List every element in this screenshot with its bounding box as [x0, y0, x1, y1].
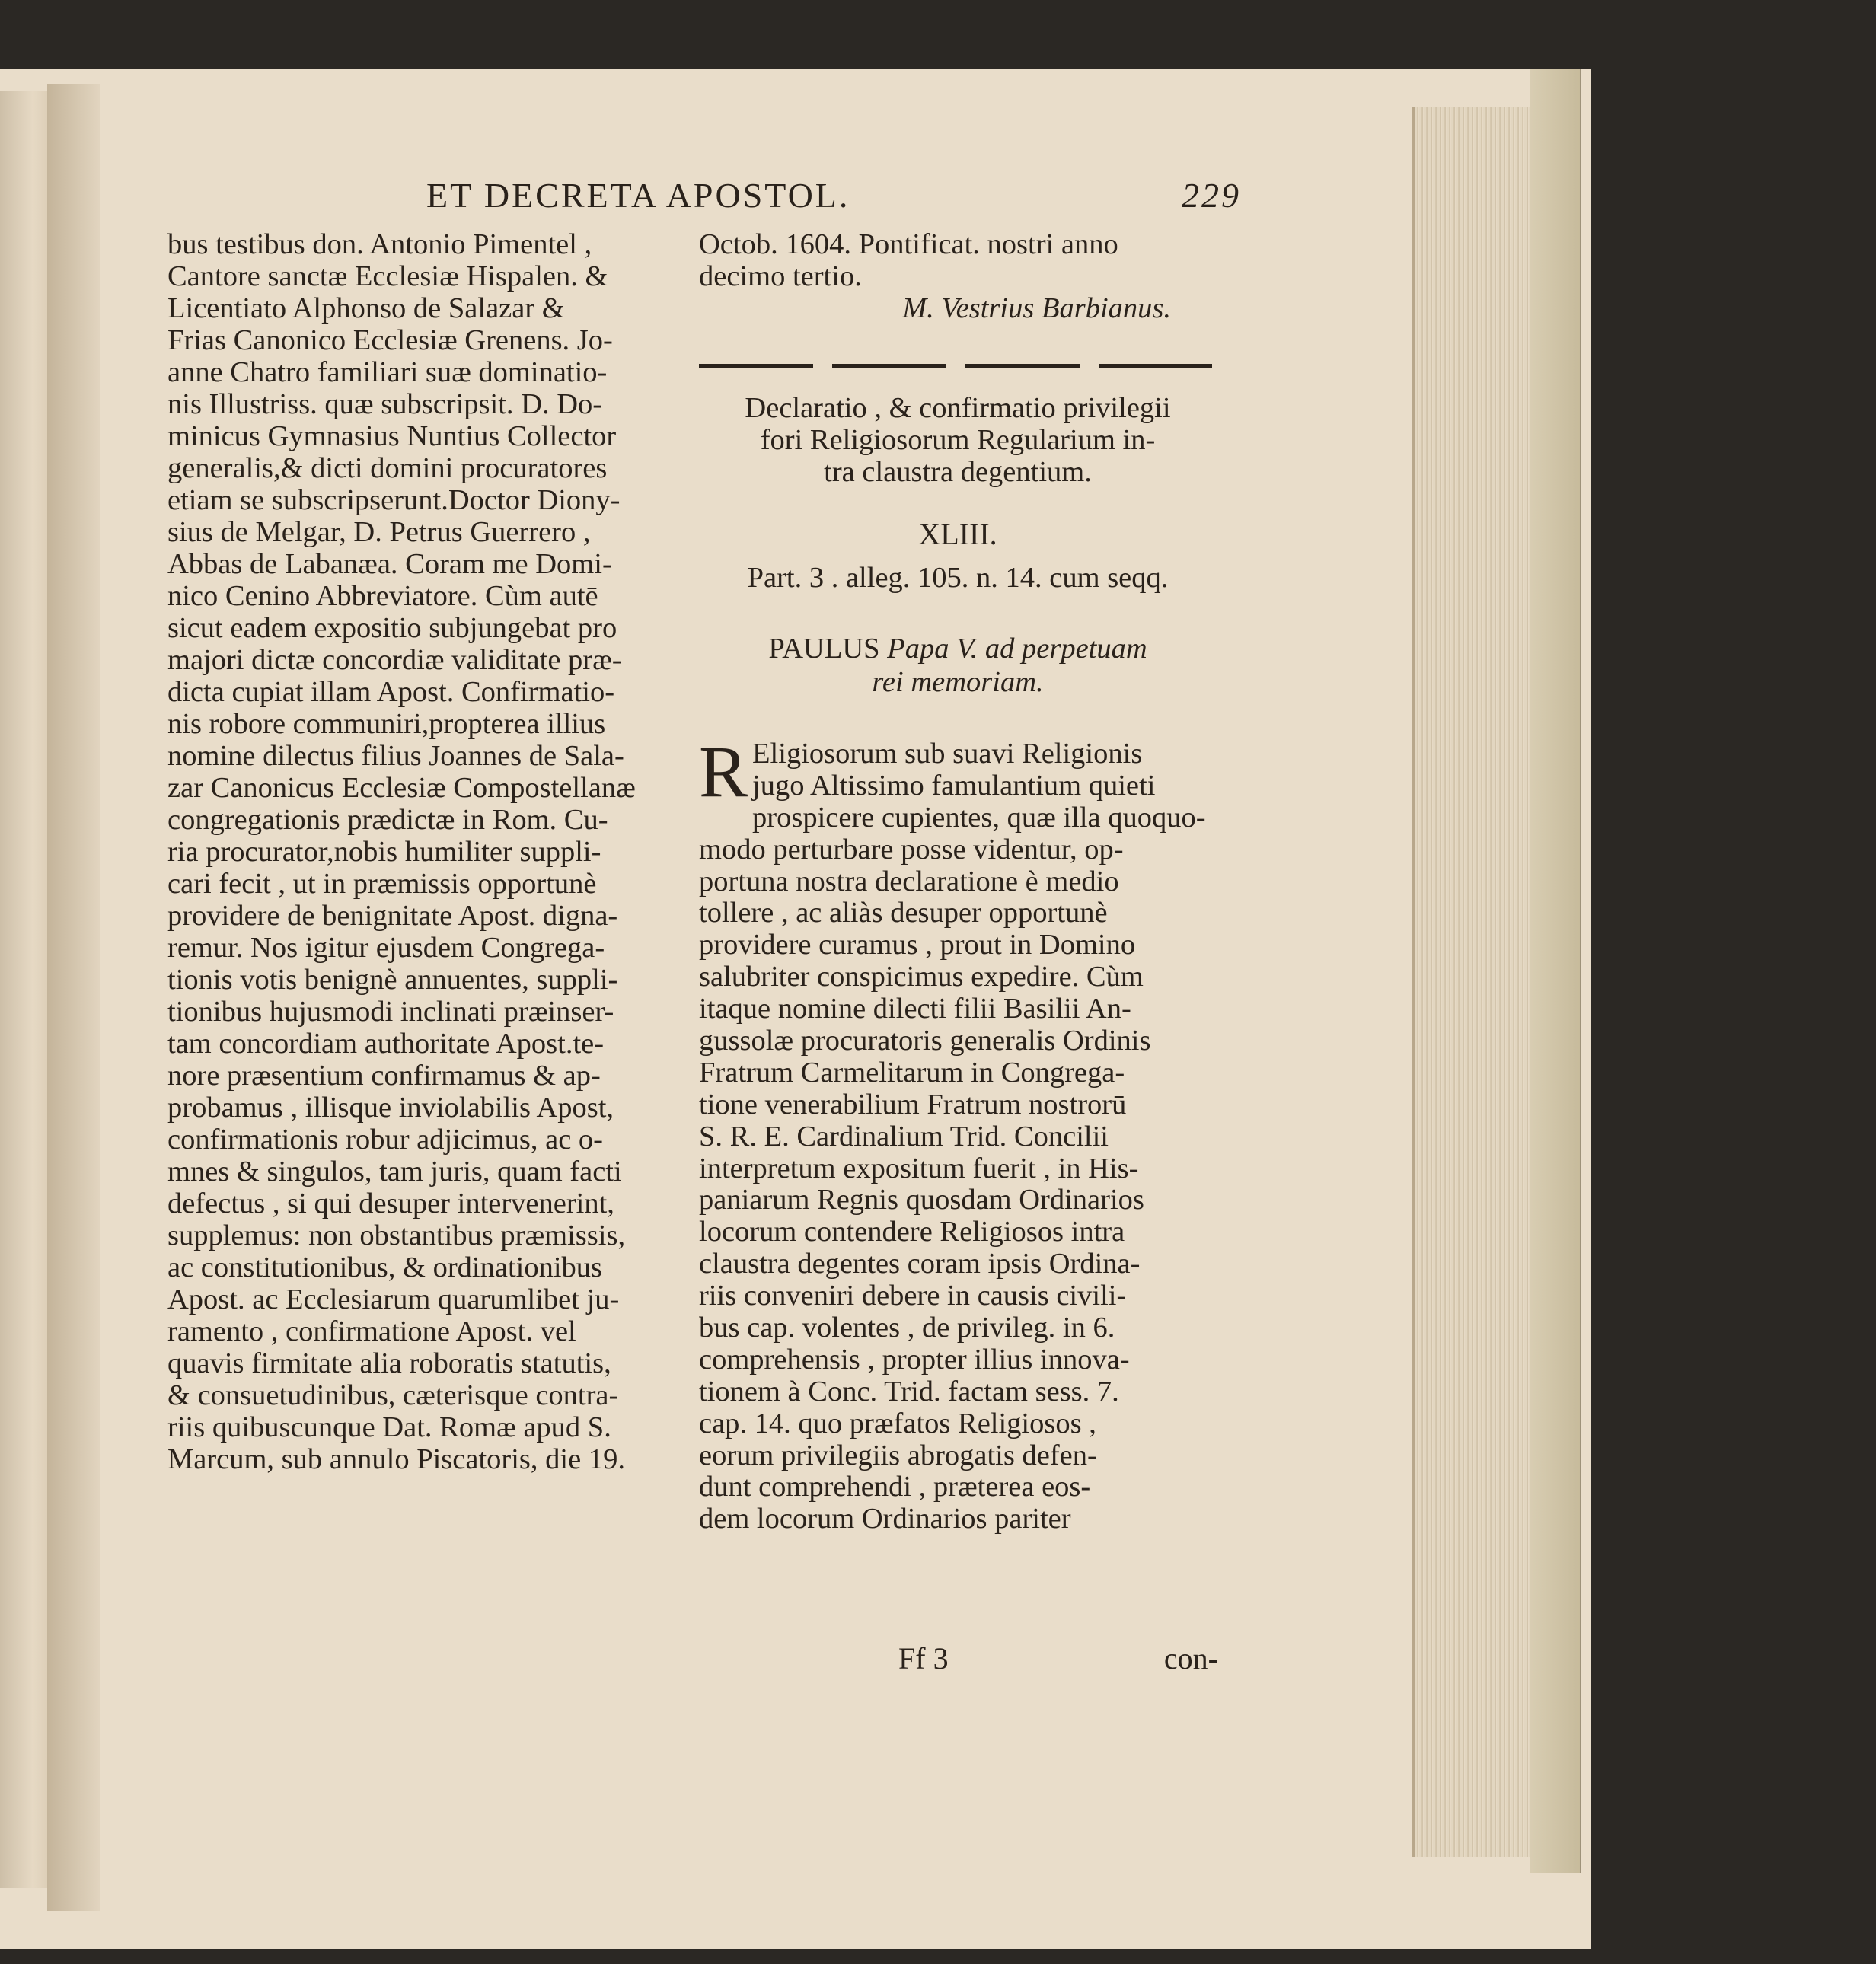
text-line: decimo tertio. [699, 260, 862, 292]
text-line: quavis firmitate alia roboratis statutis, [168, 1347, 611, 1379]
addressee-italic-2: rei memoriam. [872, 666, 1044, 698]
addressee-italic-1: Papa V. ad perpetuam [887, 633, 1147, 665]
running-header [426, 175, 1241, 221]
body-line: tionem à Conc. Trid. factam sess. 7. [699, 1375, 1119, 1408]
body-line: gussolæ procuratoris generalis Ordinis [699, 1025, 1151, 1057]
body-line: Fratrum Carmelitarum in Congrega- [699, 1056, 1125, 1089]
text-line: tionibus hujusmodi inclinati præinser- [168, 996, 614, 1028]
body-line: tione venerabilium Fratrum nostrorū [699, 1088, 1127, 1121]
body-line: interpretum expositum fuerit , in His- [699, 1152, 1139, 1184]
text-line: Octob. 1604. Pontificat. nostri anno [699, 228, 1118, 260]
text-line: Licentiato Alphonso de Salazar & [168, 292, 565, 324]
text-line: mnes & singulos, tam juris, quam facti [168, 1156, 622, 1188]
text-line: ramento , confirmatione Apost. vel [168, 1315, 576, 1347]
text-line: sicut eadem expositio subjungebat pro [168, 612, 617, 644]
document-number: XLIII. [918, 517, 997, 551]
body-line: riis conveniri debere in causis civili- [699, 1280, 1127, 1312]
text-line: congregationis prædictæ in Rom. Cu- [168, 804, 608, 836]
text-line: cari fecit , ut in præmissis opportunè [168, 868, 597, 900]
text-line: ac constitutionibus, & ordinationibus [168, 1251, 603, 1283]
text-line: generalis,& dicti domini procuratores [168, 452, 608, 484]
book-gutter [47, 84, 100, 1911]
text-line: anne Chatro familiari suæ dominatio- [168, 356, 608, 388]
page-footer [898, 1640, 1218, 1679]
body-line: itaque nomine dilecti filii Basilii An- [699, 993, 1131, 1025]
catchword: con- [1163, 1641, 1218, 1675]
document-body [699, 731, 1217, 1535]
body-line: prospicere cupientes, quæ illa quoquo- [752, 801, 1206, 834]
section-divider [699, 364, 1212, 368]
page-number: 229 [1182, 176, 1241, 215]
text-line: probamus , illisque inviolabilis Apost, [168, 1092, 614, 1124]
text-line: Abbas de Labanæa. Coram me Domi- [168, 548, 612, 580]
body-line: eorum privilegiis abrogatis defen- [699, 1439, 1097, 1471]
text-line: & consuetudinibus, cæterisque contra- [168, 1379, 619, 1411]
text-line: Marcum, sub annulo Piscatoris, die 19. [168, 1443, 625, 1475]
text-line: bus testibus don. Antonio Pimentel , [168, 228, 592, 260]
pope-name: PAULUS [768, 633, 880, 665]
drop-cap: R [699, 731, 748, 812]
text-line: nis Illustriss. quæ subscripsit. D. Do- [168, 388, 603, 420]
body-line: S. R. E. Cardinalium Trid. Concilii [699, 1120, 1109, 1153]
text-line: tionis votis benignè annuentes, suppli- [168, 964, 618, 996]
text-line: ria procurator,nobis humiliter suppli- [168, 836, 601, 868]
body-line: Eligiosorum sub suavi Religionis [752, 738, 1143, 770]
body-line: dem locorum Ordinarios pariter [699, 1503, 1071, 1535]
addressee-line-1 [699, 632, 1217, 665]
text-line: Frias Canonico Ecclesiæ Grenens. Jo- [168, 324, 613, 356]
text-line: riis quibuscunque Dat. Romæ apud S. [168, 1411, 611, 1443]
text-line: confirmationis robur adjicimus, ac o- [168, 1124, 603, 1156]
body-line: claustra degentes coram ipsis Ordina- [699, 1248, 1141, 1280]
text-line: nomine dilectus filius Joannes de Sala- [168, 740, 624, 772]
body-line: salubriter conspicimus expedire. Cùm [699, 961, 1144, 993]
body-line: paniarum Regnis quosdam Ordinarios [699, 1184, 1144, 1216]
body-line: comprehensis , propter illius innova- [699, 1343, 1130, 1376]
document-title [699, 392, 1217, 488]
left-column [168, 228, 685, 1475]
signature-mark: Ff 3 [898, 1641, 949, 1675]
text-line: majori dictæ concordiæ validitate præ- [168, 644, 622, 676]
text-line: providere de benignitate Apost. digna- [168, 900, 618, 932]
text-line: zar Canonicus Ecclesiæ Compostellanæ [168, 772, 636, 804]
title-line: tra claustra degentium. [824, 456, 1092, 488]
body-line: portuna nostra declaratione è medio [699, 865, 1119, 898]
text-line: remur. Nos igitur ejusdem Congrega- [168, 932, 605, 964]
allegation-reference: Part. 3 . alleg. 105. n. 14. cum seqq. [747, 562, 1169, 594]
body-line: locorum contendere Religiosos intra [699, 1216, 1125, 1248]
body-line: jugo Altissimo famulantium quieti [752, 769, 1156, 802]
text-line: Cantore sanctæ Ecclesiæ Hispalen. & [168, 260, 608, 292]
text-line: dicta cupiat illam Apost. Confirmatio- [168, 676, 615, 708]
addressee [699, 632, 1217, 699]
body-line: providere curamus , prout in Domino [699, 929, 1136, 961]
page-fore-edge [1412, 107, 1536, 1857]
text-line: sius de Melgar, D. Petrus Guerrero , [168, 516, 591, 548]
body-line: cap. 14. quo præfatos Religiosos , [699, 1407, 1096, 1440]
text-line: minicus Gymnasius Nuntius Collector [168, 420, 617, 452]
book-cover-edge [1530, 69, 1581, 1873]
body-line: bus cap. volentes , de privileg. in 6. [699, 1312, 1115, 1344]
signature: M. Vestrius Barbianus. [902, 292, 1171, 324]
running-title: ET DECRETA APOSTOL. [426, 176, 850, 215]
text-line: Apost. ac Ecclesiarum quarumlibet ju- [168, 1283, 620, 1315]
title-line: Declaratio , & confirmatio privilegii [745, 392, 1171, 424]
text-line: etiam se subscripserunt.Doctor Diony- [168, 484, 621, 516]
text-line: nore præsentium confirmamus & ap- [168, 1060, 601, 1092]
text-line: defectus , si qui desuper intervenerint, [168, 1188, 614, 1220]
right-column-top [699, 228, 1217, 324]
text-line: supplemus: non obstantibus præmissis, [168, 1220, 626, 1251]
text-line: tam concordiam authoritate Apost.te- [168, 1028, 605, 1060]
body-line: tollere , ac aliàs desuper opportunè [699, 897, 1108, 929]
text-line: nis robore communiri,propterea illius [168, 708, 606, 740]
body-line: dunt comprehendi , præterea eos- [699, 1471, 1091, 1503]
body-line: modo perturbare posse videntur, op- [699, 833, 1124, 866]
text-line: nico Cenino Abbreviatore. Cùm autē [168, 580, 598, 612]
title-line: fori Religiosorum Regularium in- [760, 424, 1156, 456]
